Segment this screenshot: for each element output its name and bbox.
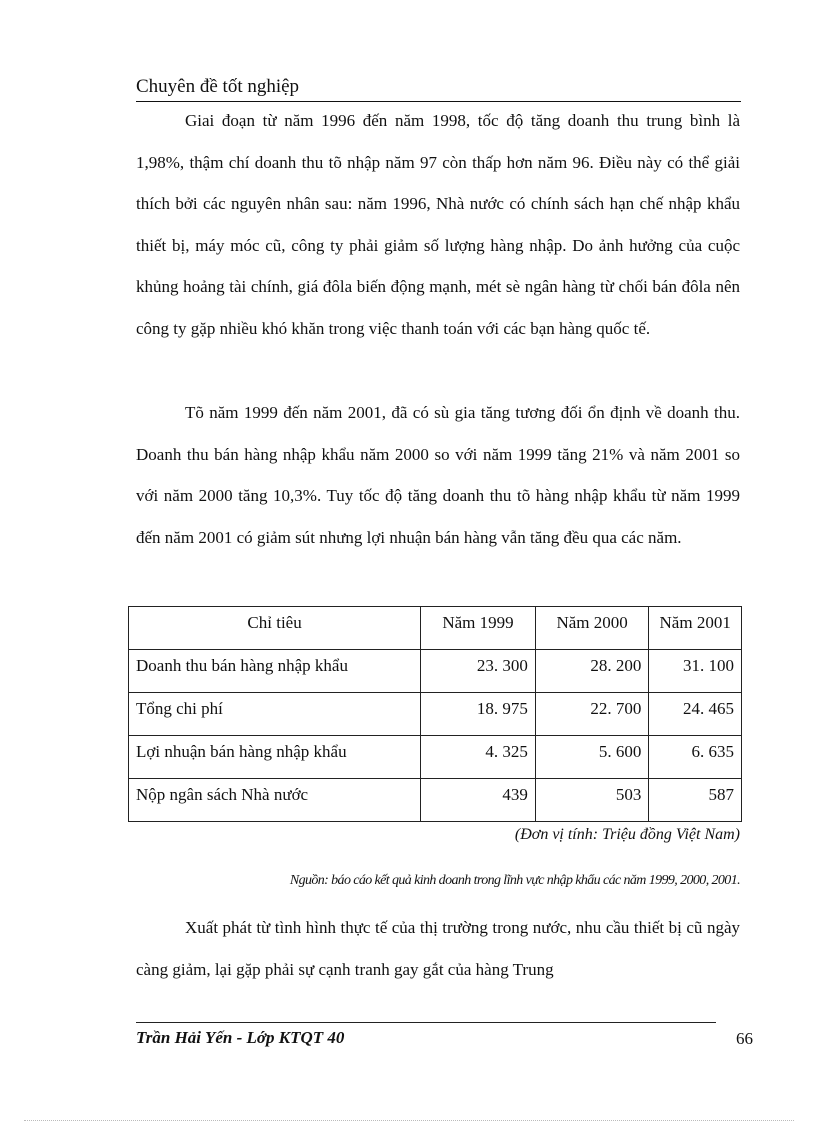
table-header-row (129, 607, 742, 650)
paragraph-3: Xuất phát từ tình hình thực tế của thị trường trong nước, nhu cầu thiết bị cũ ngày càng giảm, lại gặp phải sự cạnh tranh gay gắt của hàng Trung (136, 918, 740, 979)
row-label: Doanh thu bán hàng nhập khẩu (129, 650, 421, 693)
table-header-cell: Năm 2000 (535, 607, 649, 650)
table-cell: 4. 325 (421, 736, 536, 779)
paragraph-1: Giai đoạn từ năm 1996 đến năm 1998, tốc độ tăng doanh thu trung bình là 1,98%, thậm chí doanh thu tõ nhập năm 97 còn thấp hơn năm 96. Điều này có thể giải thích bởi các nguyên nhân sau: năm 1996, Nhà nước có chính sách hạn chế nhập khẩu thiết bị, máy móc cũ, công ty phải giảm số lượng hàng nhập. Do ảnh hưởng của cuộc khủng hoảng tài chính, giá đôla biến động mạnh, mét sè ngân hàng từ chối bán đôla nên công ty gặp nhiều khó khăn trong việc thanh toán với các bạn hàng quốc tế. (136, 111, 740, 338)
footer-divider (136, 1022, 716, 1023)
table-cell: 503 (535, 779, 649, 822)
table-header-cell: Năm 2001 (649, 607, 742, 650)
row-label: Nộp ngân sách Nhà nước (129, 779, 421, 822)
table-cell: 18. 975 (421, 693, 536, 736)
paragraph-2: Tõ năm 1999 đến năm 2001, đã có sù gia tăng tương đối ổn định về doanh thu. Doanh thu bán hàng nhập khẩu năm 2000 so với năm 1999 tăng 21% và năm 2001 so với năm 2000 tăng 10,3%. Tuy tốc độ tăng doanh thu tõ hàng nhập khẩu từ năm 1999 đến năm 2001 có giảm sút nhưng lợi nhuận bán hàng vẫn tăng đều qua các năm. (136, 403, 740, 547)
table-cell: 5. 600 (535, 736, 649, 779)
revenue-table (128, 606, 742, 822)
table-cell: 28. 200 (535, 650, 649, 693)
row-label: Tổng chi phí (129, 693, 421, 736)
table-cell: 24. 465 (649, 693, 742, 736)
table-cell: 22. 700 (535, 693, 649, 736)
unit-note: (Đơn vị tính: Triệu đồng Việt Nam) (514, 826, 740, 843)
table-row (129, 693, 742, 736)
row-label: Lợi nhuận bán hàng nhập khẩu (129, 736, 421, 779)
table-cell: 6. 635 (649, 736, 742, 779)
page-bottom-border (24, 1120, 794, 1121)
table-cell: 23. 300 (421, 650, 536, 693)
footer-author: Trần Hải Yến - Lớp KTQT 40 (136, 1028, 345, 1047)
table-header-cell: Năm 1999 (421, 607, 536, 650)
table-row (129, 650, 742, 693)
table-cell: 31. 100 (649, 650, 742, 693)
table-row (129, 736, 742, 779)
table-cell: 439 (421, 779, 536, 822)
table-header-cell: Chỉ tiêu (129, 607, 421, 650)
table-cell: 587 (649, 779, 742, 822)
source-note: Nguồn: báo cáo kết quả kinh doanh trong lĩnh vực nhập khẩu các năm 1999, 2000, 2001. (289, 873, 740, 888)
page-header-title: Chuyên đề tốt nghiệp (136, 76, 300, 97)
table-row (129, 779, 742, 822)
page-number: 66 (736, 1029, 753, 1048)
